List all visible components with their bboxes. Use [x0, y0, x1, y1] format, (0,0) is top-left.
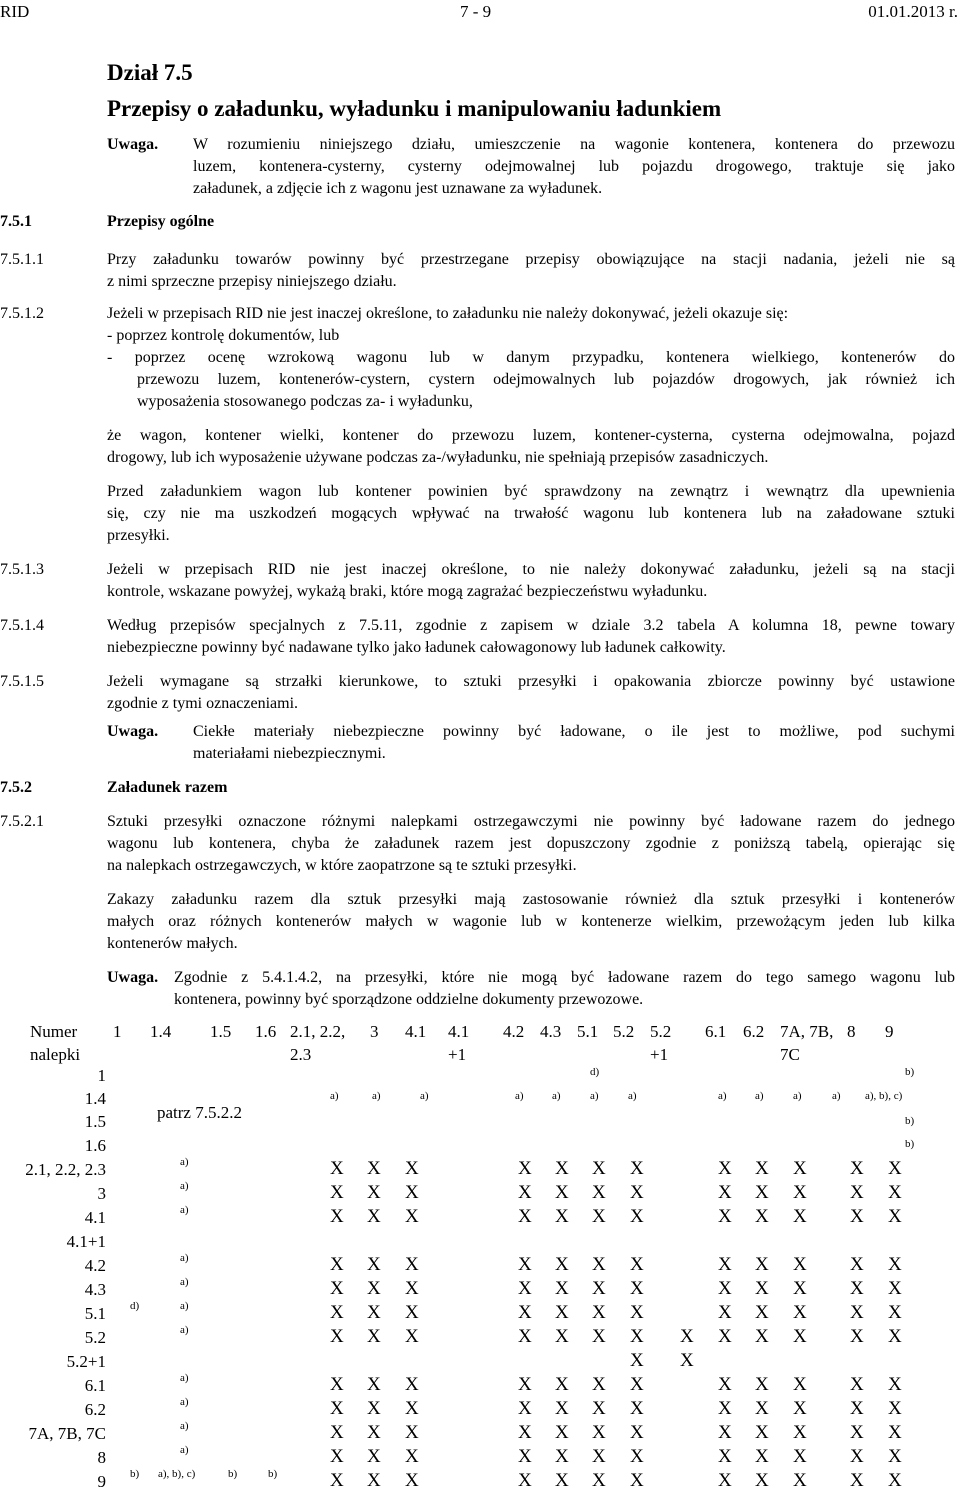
table-note: a)	[552, 1090, 561, 1102]
compatibility-mark: X	[888, 1470, 902, 1491]
header-page-number: 7 - 9	[460, 2, 492, 21]
compatibility-mark: X	[592, 1206, 606, 1227]
compatibility-mark: X	[555, 1422, 569, 1443]
compatibility-mark: X	[518, 1398, 532, 1419]
compatibility-mark: X	[755, 1446, 769, 1467]
compatibility-mark: X	[555, 1374, 569, 1395]
row-label: 5.2+1	[66, 1352, 106, 1371]
paragraph-line: Jeżeli w przepisach RID nie jest inaczej określone, to nie należy dokonywać załadunku, jeżeli są na stacji	[107, 561, 955, 578]
compatibility-mark: X	[367, 1326, 381, 1347]
paragraph-line: zgodnie z tymi oznaczeniami.	[107, 695, 299, 712]
compatibility-mark: X	[718, 1398, 732, 1419]
compatibility-mark: X	[850, 1206, 864, 1227]
compatibility-mark: X	[367, 1182, 381, 1203]
compatibility-mark: X	[793, 1470, 807, 1491]
compatibility-mark: X	[592, 1278, 606, 1299]
paragraph-line: Przy załadunku towarów powinny być przestrzegane przepisy obowiązujące na stacji nadania, jeżeli nie są	[107, 251, 955, 268]
compatibility-mark: X	[630, 1158, 644, 1179]
column-header: 1.5	[210, 1022, 232, 1041]
compatibility-mark: X	[755, 1158, 769, 1179]
table-note: a)	[180, 1372, 189, 1384]
column-header: 3	[370, 1022, 379, 1041]
row-label: 1	[97, 1066, 106, 1085]
compatibility-mark: X	[630, 1182, 644, 1203]
compatibility-mark: X	[592, 1182, 606, 1203]
compatibility-mark: X	[718, 1446, 732, 1467]
column-header: 6.1	[705, 1022, 727, 1041]
header-left: RID	[0, 2, 30, 21]
table-note: b)	[905, 1066, 915, 1078]
compatibility-mark: X	[888, 1278, 902, 1299]
note-label: Uwaga.	[107, 969, 159, 986]
compatibility-mark: X	[592, 1326, 606, 1347]
compatibility-mark: X	[755, 1326, 769, 1347]
paragraph-line: że wagon, kontener wielki, kontener do przewozu luzem, kontener-cysterna, cysterna odejmowalna, pojazd	[107, 427, 955, 444]
compatibility-mark: X	[592, 1470, 606, 1491]
intro-note-line: załadunek, a zdjęcie ich z wagonu jest uznawane za wyładunek.	[193, 180, 603, 197]
table-note: a)	[372, 1090, 381, 1102]
compatibility-mark: X	[367, 1206, 381, 1227]
compatibility-mark: X	[718, 1302, 732, 1323]
row-label: 3	[97, 1184, 106, 1203]
compatibility-mark: X	[555, 1446, 569, 1467]
compatibility-mark: X	[518, 1326, 532, 1347]
compatibility-mark: X	[850, 1254, 864, 1275]
table-note: a)	[628, 1090, 637, 1102]
table-note: b)	[130, 1468, 140, 1480]
compatibility-mark: X	[405, 1278, 419, 1299]
intro-note-line: luzem, kontenera-cysterny, cysterny odejmowalnej lub pojazdu drogowego, traktuje się jako	[193, 158, 955, 175]
column-header: 1	[113, 1022, 122, 1041]
compatibility-mark: X	[405, 1254, 419, 1275]
table-note: a)	[180, 1444, 189, 1456]
compatibility-mark: X	[718, 1206, 732, 1227]
table-corner-label: Numer	[30, 1022, 78, 1041]
compatibility-mark: X	[755, 1254, 769, 1275]
row-label: 4.1+1	[66, 1232, 106, 1251]
paragraph-line: Zakazy załadunku razem dla sztuk przesyłki mają zastosowanie również dla sztuk przesyłki i kontenerów	[107, 891, 955, 908]
compatibility-mark: X	[630, 1326, 644, 1347]
compatibility-mark: X	[405, 1374, 419, 1395]
table-note: b)	[268, 1468, 278, 1480]
compatibility-mark: X	[405, 1302, 419, 1323]
intro-note-line: W rozumieniu niniejszego działu, umieszczenie na wagonie kontenera, kontenera do przewozu	[193, 136, 955, 153]
table-note: b)	[905, 1138, 915, 1150]
compatibility-mark: X	[630, 1278, 644, 1299]
compatibility-mark: X	[555, 1470, 569, 1491]
table-note: a)	[420, 1090, 429, 1102]
compatibility-mark: X	[630, 1446, 644, 1467]
paragraph-number: 7.5.2.1	[0, 813, 44, 830]
row-label: 1.4	[84, 1089, 106, 1108]
table-note: a)	[180, 1420, 189, 1432]
compatibility-mark: X	[718, 1254, 732, 1275]
heading-number: 7.5.2	[0, 779, 32, 796]
table-corner-label: nalepki	[30, 1045, 81, 1064]
row-label: 5.1	[84, 1304, 106, 1323]
column-header: 9	[885, 1022, 894, 1041]
compatibility-mark: X	[718, 1470, 732, 1491]
column-header: 4.1	[405, 1022, 427, 1041]
paragraph-line: Przed załadunkiem wagon lub kontener powinien być sprawdzony na zewnątrz i wewnątrz dla upewnienia	[107, 483, 955, 500]
table-note: a)	[180, 1324, 189, 1336]
compatibility-mark: X	[405, 1446, 419, 1467]
compatibility-mark: X	[850, 1302, 864, 1323]
table-note: a), b), c)	[865, 1090, 903, 1102]
compatibility-mark: X	[793, 1278, 807, 1299]
compatibility-mark: X	[850, 1446, 864, 1467]
table-note: a)	[793, 1090, 802, 1102]
row-label: 4.3	[84, 1280, 106, 1299]
paragraph-line: się, czy nie ma uszkodzeń mogących wpływać na trwałość wagonu lub kontenera lub na załadowane sztuki	[107, 505, 955, 522]
paragraph-number: 7.5.1.2	[0, 305, 44, 322]
table-note: a)	[755, 1090, 764, 1102]
paragraph-line: Według przepisów specjalnych z 7.5.11, zgodnie z zapisem w dziale 3.2 tabela A kolumna 18, pewne towary	[107, 617, 955, 634]
row-label: 9	[97, 1472, 106, 1491]
intro-note-label: Uwaga.	[107, 136, 159, 153]
column-header: +1	[448, 1045, 467, 1064]
compatibility-mark: X	[518, 1278, 532, 1299]
column-header: 1.6	[255, 1022, 277, 1041]
compatibility-mark: X	[330, 1446, 344, 1467]
column-header: 4.3	[540, 1022, 562, 1041]
column-header: 7A, 7B,	[780, 1022, 834, 1041]
column-header: +1	[650, 1045, 669, 1064]
compatibility-mark: X	[680, 1350, 694, 1371]
compatibility-mark: X	[888, 1302, 902, 1323]
table-note: a)	[590, 1090, 599, 1102]
row-label: 6.1	[84, 1376, 106, 1395]
paragraph-line: małych oraz różnych kontenerów małych w wagonie lub w kontenerze wielkim, przewożącym jeden lub kilka	[107, 913, 955, 930]
compatibility-mark: X	[405, 1158, 419, 1179]
column-header: 4.1	[448, 1022, 470, 1041]
compatibility-mark: X	[793, 1254, 807, 1275]
compatibility-mark: X	[555, 1278, 569, 1299]
compatibility-mark: X	[850, 1398, 864, 1419]
heading-title: Załadunek razem	[107, 779, 228, 796]
table-note: a)	[180, 1396, 189, 1408]
row-label: 8	[97, 1448, 106, 1467]
compatibility-mark: X	[555, 1302, 569, 1323]
row-label: 7A, 7B, 7C	[28, 1424, 106, 1443]
paragraph-line: niebezpieczne powinny być nadawane tylko jako ładunek całowagonowy lub ładunek całkowity.	[107, 639, 726, 656]
compatibility-mark: X	[592, 1446, 606, 1467]
compatibility-mark: X	[755, 1278, 769, 1299]
compatibility-mark: X	[718, 1182, 732, 1203]
compatibility-mark: X	[367, 1302, 381, 1323]
compatibility-mark: X	[330, 1182, 344, 1203]
compatibility-mark: X	[330, 1422, 344, 1443]
paragraph-line: kontrole, wskazane powyżej, wykażą braki, które mogą zagrażać bezpieczeństwu wyładunku.	[107, 583, 708, 600]
compatibility-mark: X	[518, 1182, 532, 1203]
row-label: 1.6	[84, 1136, 106, 1155]
compatibility-mark: X	[330, 1158, 344, 1179]
compatibility-mark: X	[755, 1422, 769, 1443]
paragraph-line: wagonu lub kontenera, chyba że załadunek razem jest dopuszczony zgodnie z poniższą tabelą, opierając się	[107, 835, 955, 852]
row-label: 2.1, 2.2, 2.3	[25, 1160, 106, 1179]
compatibility-mark: X	[518, 1422, 532, 1443]
compatibility-mark: X	[850, 1326, 864, 1347]
compatibility-mark: X	[630, 1374, 644, 1395]
column-header: 2.3	[290, 1045, 312, 1064]
compatibility-mark: X	[518, 1302, 532, 1323]
compatibility-mark: X	[850, 1158, 864, 1179]
paragraph-number: 7.5.1.5	[0, 673, 44, 690]
compatibility-mark: X	[330, 1470, 344, 1491]
table-note: a)	[180, 1276, 189, 1288]
compatibility-mark: X	[850, 1422, 864, 1443]
heading-title: Przepisy ogólne	[107, 213, 215, 230]
compatibility-mark: X	[718, 1422, 732, 1443]
compatibility-mark: X	[755, 1374, 769, 1395]
compatibility-mark: X	[330, 1206, 344, 1227]
compatibility-mark: X	[518, 1206, 532, 1227]
compatibility-mark: X	[367, 1278, 381, 1299]
table-note: a), b), c)	[158, 1468, 196, 1480]
compatibility-mark: X	[755, 1398, 769, 1419]
compatibility-mark: X	[555, 1398, 569, 1419]
compatibility-mark: X	[555, 1326, 569, 1347]
compatibility-mark: X	[630, 1254, 644, 1275]
compatibility-mark: X	[592, 1302, 606, 1323]
compatibility-mark: X	[850, 1278, 864, 1299]
table-note: d)	[590, 1066, 600, 1078]
compatibility-mark: X	[755, 1182, 769, 1203]
compatibility-mark: X	[518, 1374, 532, 1395]
compatibility-mark: X	[405, 1182, 419, 1203]
compatibility-mark: X	[592, 1158, 606, 1179]
compatibility-mark: X	[793, 1374, 807, 1395]
note-line: kontenera, powinny być sporządzone oddzielne dokumenty przewozowe.	[174, 991, 644, 1008]
compatibility-mark: X	[755, 1206, 769, 1227]
compatibility-mark: X	[755, 1302, 769, 1323]
table-note: a)	[180, 1300, 189, 1312]
compatibility-mark: X	[367, 1446, 381, 1467]
compatibility-mark: X	[888, 1182, 902, 1203]
compatibility-mark: X	[518, 1254, 532, 1275]
paragraph-line: - poprzez ocenę wzrokową wagonu lub w danym przypadku, kontenera wielkiego, kontenerów do	[107, 349, 955, 366]
compatibility-mark: X	[850, 1374, 864, 1395]
compatibility-mark: X	[630, 1398, 644, 1419]
note-line: materiałami niebezpiecznymi.	[193, 745, 386, 762]
compatibility-mark: X	[630, 1470, 644, 1491]
table-note: a)	[180, 1204, 189, 1216]
paragraph-line: Jeżeli wymagane są strzałki kierunkowe, to sztuki przesyłki i opakowania zbiorcze powinny być ustawione	[107, 673, 955, 690]
compatibility-mark: X	[592, 1422, 606, 1443]
compatibility-mark: X	[630, 1350, 644, 1371]
section-title: Dział 7.5	[107, 60, 193, 85]
compatibility-mark: X	[718, 1326, 732, 1347]
table-note: d)	[130, 1300, 140, 1312]
compatibility-mark: X	[367, 1254, 381, 1275]
paragraph-line: Sztuki przesyłki oznaczone różnymi nalepkami ostrzegawczymi nie powinny być ładowane razem do jednego	[107, 813, 955, 830]
compatibility-mark: X	[330, 1254, 344, 1275]
compatibility-mark: X	[793, 1326, 807, 1347]
compatibility-mark: X	[718, 1158, 732, 1179]
compatibility-mark: X	[367, 1422, 381, 1443]
compatibility-mark: X	[793, 1182, 807, 1203]
column-header: 5.2	[650, 1022, 672, 1041]
compatibility-mark: X	[793, 1302, 807, 1323]
compatibility-mark: X	[888, 1374, 902, 1395]
compatibility-mark: X	[405, 1422, 419, 1443]
table-note: a)	[330, 1090, 339, 1102]
paragraph-line: wyposażenia stosowanego podczas za- i wyładunku,	[137, 393, 473, 410]
compatibility-mark: X	[330, 1398, 344, 1419]
compatibility-mark: X	[888, 1446, 902, 1467]
compatibility-mark: X	[718, 1374, 732, 1395]
compatibility-mark: X	[555, 1254, 569, 1275]
table-note: b)	[228, 1468, 238, 1480]
note-line: Zgodnie z 5.4.1.4.2, na przesyłki, które nie mogą być ładowane razem do tego samego wagonu lub	[174, 969, 955, 986]
row-label: 6.2	[84, 1400, 106, 1419]
table-note: a)	[832, 1090, 841, 1102]
compatibility-mark: X	[555, 1182, 569, 1203]
column-header: 8	[847, 1022, 856, 1041]
compatibility-mark: X	[330, 1278, 344, 1299]
compatibility-mark: X	[793, 1398, 807, 1419]
compatibility-mark: X	[592, 1374, 606, 1395]
column-header: 2.1, 2.2,	[290, 1022, 346, 1041]
paragraph-line: przesyłki.	[107, 527, 170, 544]
compatibility-mark: X	[888, 1422, 902, 1443]
compatibility-mark: X	[888, 1326, 902, 1347]
compatibility-mark: X	[330, 1302, 344, 1323]
column-header: 5.2	[613, 1022, 635, 1041]
column-header: 1.4	[150, 1022, 172, 1041]
compatibility-mark: X	[518, 1470, 532, 1491]
row-label: 1.5	[84, 1112, 106, 1131]
paragraph-line: na nalepkach ostrzegawczych, w które zaopatrzone są te sztuki przesyłki.	[107, 857, 577, 874]
compatibility-mark: X	[630, 1302, 644, 1323]
compatibility-mark: X	[793, 1206, 807, 1227]
table-note: b)	[905, 1115, 915, 1127]
compatibility-mark: X	[405, 1470, 419, 1491]
compatibility-mark: X	[793, 1446, 807, 1467]
compatibility-mark: X	[555, 1158, 569, 1179]
paragraph-line: Jeżeli w przepisach RID nie jest inaczej określone, to załadunku nie należy dokonywać, jeżeli okazuje się:	[107, 305, 789, 322]
note-label: Uwaga.	[107, 723, 159, 740]
column-header: 5.1	[577, 1022, 599, 1041]
paragraph-line: z nimi sprzeczne przepisy niniejszego działu.	[107, 273, 397, 290]
table-note: a)	[180, 1252, 189, 1264]
compatibility-mark: X	[405, 1398, 419, 1419]
compatibility-mark: X	[850, 1182, 864, 1203]
table-note: a)	[718, 1090, 727, 1102]
compatibility-mark: X	[555, 1206, 569, 1227]
compatibility-mark: X	[367, 1470, 381, 1491]
column-header: 6.2	[743, 1022, 765, 1041]
table-note: a)	[180, 1156, 189, 1168]
compatibility-mark: X	[630, 1206, 644, 1227]
compatibility-mark: X	[330, 1374, 344, 1395]
column-header: 7C	[780, 1045, 800, 1064]
see-reference: patrz 7.5.2.2	[157, 1103, 242, 1122]
compatibility-mark: X	[793, 1422, 807, 1443]
compatibility-mark: X	[888, 1158, 902, 1179]
compatibility-mark: X	[850, 1470, 864, 1491]
paragraph-line: - poprzez kontrolę dokumentów, lub	[107, 327, 340, 344]
compatibility-mark: X	[592, 1254, 606, 1275]
note-line: Ciekłe materiały niebezpieczne powinny być ładowane, o ile jest to możliwe, pod suchymi	[193, 723, 955, 740]
paragraph-line: kontenerów małych.	[107, 935, 238, 952]
paragraph-number: 7.5.1.1	[0, 251, 44, 268]
compatibility-mark: X	[405, 1206, 419, 1227]
compatibility-mark: X	[888, 1254, 902, 1275]
paragraph-number: 7.5.1.3	[0, 561, 44, 578]
heading-number: 7.5.1	[0, 213, 32, 230]
compatibility-mark: X	[888, 1398, 902, 1419]
table-note: a)	[515, 1090, 524, 1102]
compatibility-mark: X	[680, 1326, 694, 1347]
row-label: 4.1	[84, 1208, 106, 1227]
compatibility-mark: X	[718, 1278, 732, 1299]
compatibility-mark: X	[755, 1470, 769, 1491]
paragraph-number: 7.5.1.4	[0, 617, 44, 634]
column-header: 4.2	[503, 1022, 525, 1041]
table-note: a)	[180, 1180, 189, 1192]
paragraph-line: przewozu luzem, kontenerów-cystern, cystern odejmowalnych lub pojazdów drogowych, jak również ich	[137, 371, 955, 388]
compatibility-mark: X	[330, 1326, 344, 1347]
compatibility-mark: X	[405, 1326, 419, 1347]
section-subtitle: Przepisy o załadunku, wyładunku i manipulowaniu ładunkiem	[107, 96, 722, 121]
compatibility-mark: X	[518, 1446, 532, 1467]
compatibility-mark: X	[793, 1158, 807, 1179]
compatibility-mark: X	[518, 1158, 532, 1179]
compatibility-mark: X	[367, 1374, 381, 1395]
paragraph-line: drogowy, lub ich wyposażenie używane podczas za-/wyładunku, nie spełniają przepisów zasadniczych.	[107, 449, 769, 466]
row-label: 4.2	[84, 1256, 106, 1275]
compatibility-mark: X	[367, 1398, 381, 1419]
compatibility-mark: X	[630, 1422, 644, 1443]
header-date: 01.01.2013 r.	[868, 2, 958, 21]
compatibility-mark: X	[592, 1398, 606, 1419]
compatibility-mark: X	[367, 1158, 381, 1179]
row-label: 5.2	[84, 1328, 106, 1347]
compatibility-mark: X	[888, 1206, 902, 1227]
